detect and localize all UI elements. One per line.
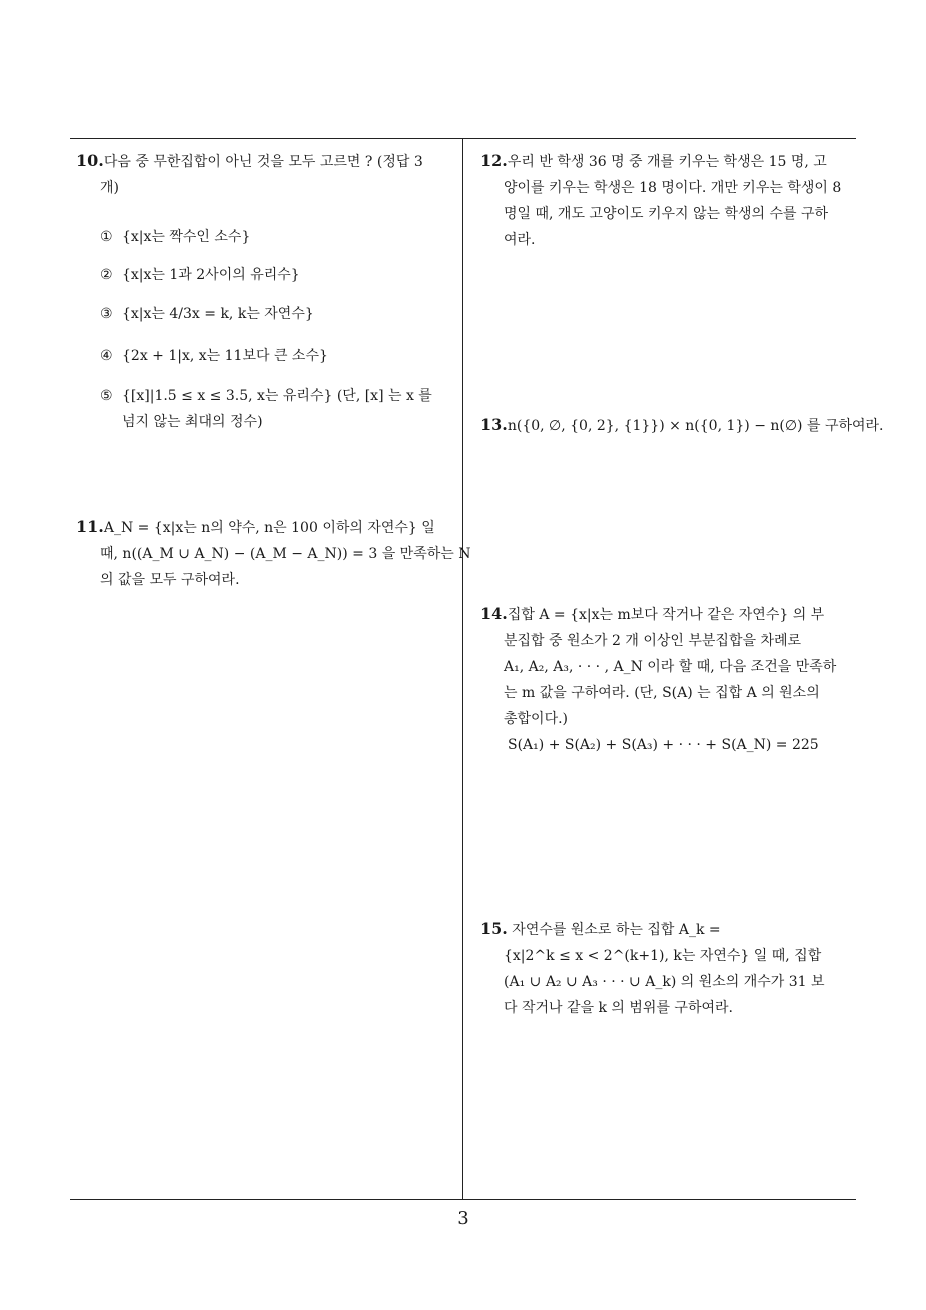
question-text: 집합 A = {x|x는 m보다 작거나 같은 자연수} 의 부 [507, 607, 825, 623]
question-11 [76, 514, 471, 593]
question-text-cont: 총합이다.) [504, 711, 569, 727]
choice-4[interactable] [100, 345, 328, 365]
question-text: 우리 반 학생 36 명 중 개를 키우는 학생은 15 명, 고 [507, 154, 827, 170]
question-text-cont: 는 m 값을 구하여라. (단, S(A) 는 집합 A 의 원소의 [504, 685, 820, 701]
question-text-cont: A₁, A₂, A₃, · · · , A_N 이라 할 때, 다음 조건을 만족하 [504, 659, 837, 675]
question-14 [480, 601, 860, 758]
choice-text-cont: 넘지 않는 최대의 정수) [122, 414, 263, 430]
bottom-rule [70, 1199, 856, 1200]
choice-text: {x|x는 1과 2사이의 유리수} [122, 267, 300, 283]
condition-formula: S(A₁) + S(A₂) + S(A₃) + · · · + S(A_N) = 225 [508, 737, 819, 753]
choice-mark: ③ [100, 306, 113, 322]
choice-2[interactable] [100, 264, 300, 284]
choice-5[interactable] [100, 383, 432, 435]
choice-1[interactable] [100, 226, 250, 246]
top-rule [70, 138, 856, 139]
question-text-cont: {x|2^k ≤ x < 2^(k+1), k는 자연수} 일 때, 집합 [504, 948, 822, 964]
question-13 [480, 412, 884, 439]
question-text: 다음 중 무한집합이 아닌 것을 모두 고르면 ? (정답 3 [103, 154, 423, 170]
page-number: 3 [457, 1208, 469, 1229]
choice-text: {[x]|1.5 ≤ x ≤ 3.5, x는 유리수} (단, [x] 는 x 를 [122, 388, 432, 404]
question-number: 13. [480, 415, 508, 434]
choice-mark: ② [100, 267, 113, 283]
question-text-cont: 양이를 키우는 학생은 18 명이다. 개만 키우는 학생이 8 [504, 180, 842, 196]
question-text-cont: 분집합 중 원소가 2 개 이상인 부분집합을 차례로 [504, 633, 802, 649]
question-text-cont: 명일 때, 개도 고양이도 키우지 않는 학생의 수를 구하 [504, 206, 829, 222]
choice-text: {x|x는 짝수인 소수} [122, 229, 251, 245]
question-text-cont: 개) [100, 180, 119, 196]
choice-mark: ④ [100, 348, 113, 364]
question-15 [480, 916, 860, 1021]
choice-3[interactable] [100, 303, 314, 323]
question-number: 14. [480, 604, 508, 623]
question-text-cont: 때, n((A_M ∪ A_N) − (A_M − A_N)) = 3 을 만족하는 N [100, 546, 471, 562]
question-number: 15. [480, 919, 508, 938]
choice-text: {x|x는 4/3x = k, k는 자연수} [122, 306, 314, 322]
question-text-cont: (A₁ ∪ A₂ ∪ A₃ · · · ∪ A_k) 의 원소의 개수가 31 보 [504, 974, 825, 990]
choice-mark: ① [100, 229, 113, 245]
choice-text: {2x + 1|x, x는 11보다 큰 소수} [122, 348, 328, 364]
question-text: 자연수를 원소로 하는 집합 A_k = [512, 922, 721, 938]
question-text-cont: 다 작거나 같을 k 의 범위를 구하여라. [504, 1000, 733, 1016]
question-text: n({0, ∅, {0, 2}, {1}}) × n({0, 1}) − n(∅) 를 구하여라. [507, 418, 884, 434]
question-number: 12. [480, 151, 508, 170]
question-text-cont: 의 값을 모두 구하여라. [100, 572, 240, 588]
question-number: 10. [76, 151, 104, 170]
column-divider [462, 138, 463, 1200]
question-number: 11. [76, 517, 104, 536]
question-10 [76, 148, 456, 201]
choice-mark: ⑤ [100, 388, 113, 404]
question-12 [480, 148, 858, 253]
question-text-cont: 여라. [504, 232, 536, 248]
question-text: A_N = {x|x는 n의 약수, n은 100 이하의 자연수} 일 [103, 520, 435, 536]
